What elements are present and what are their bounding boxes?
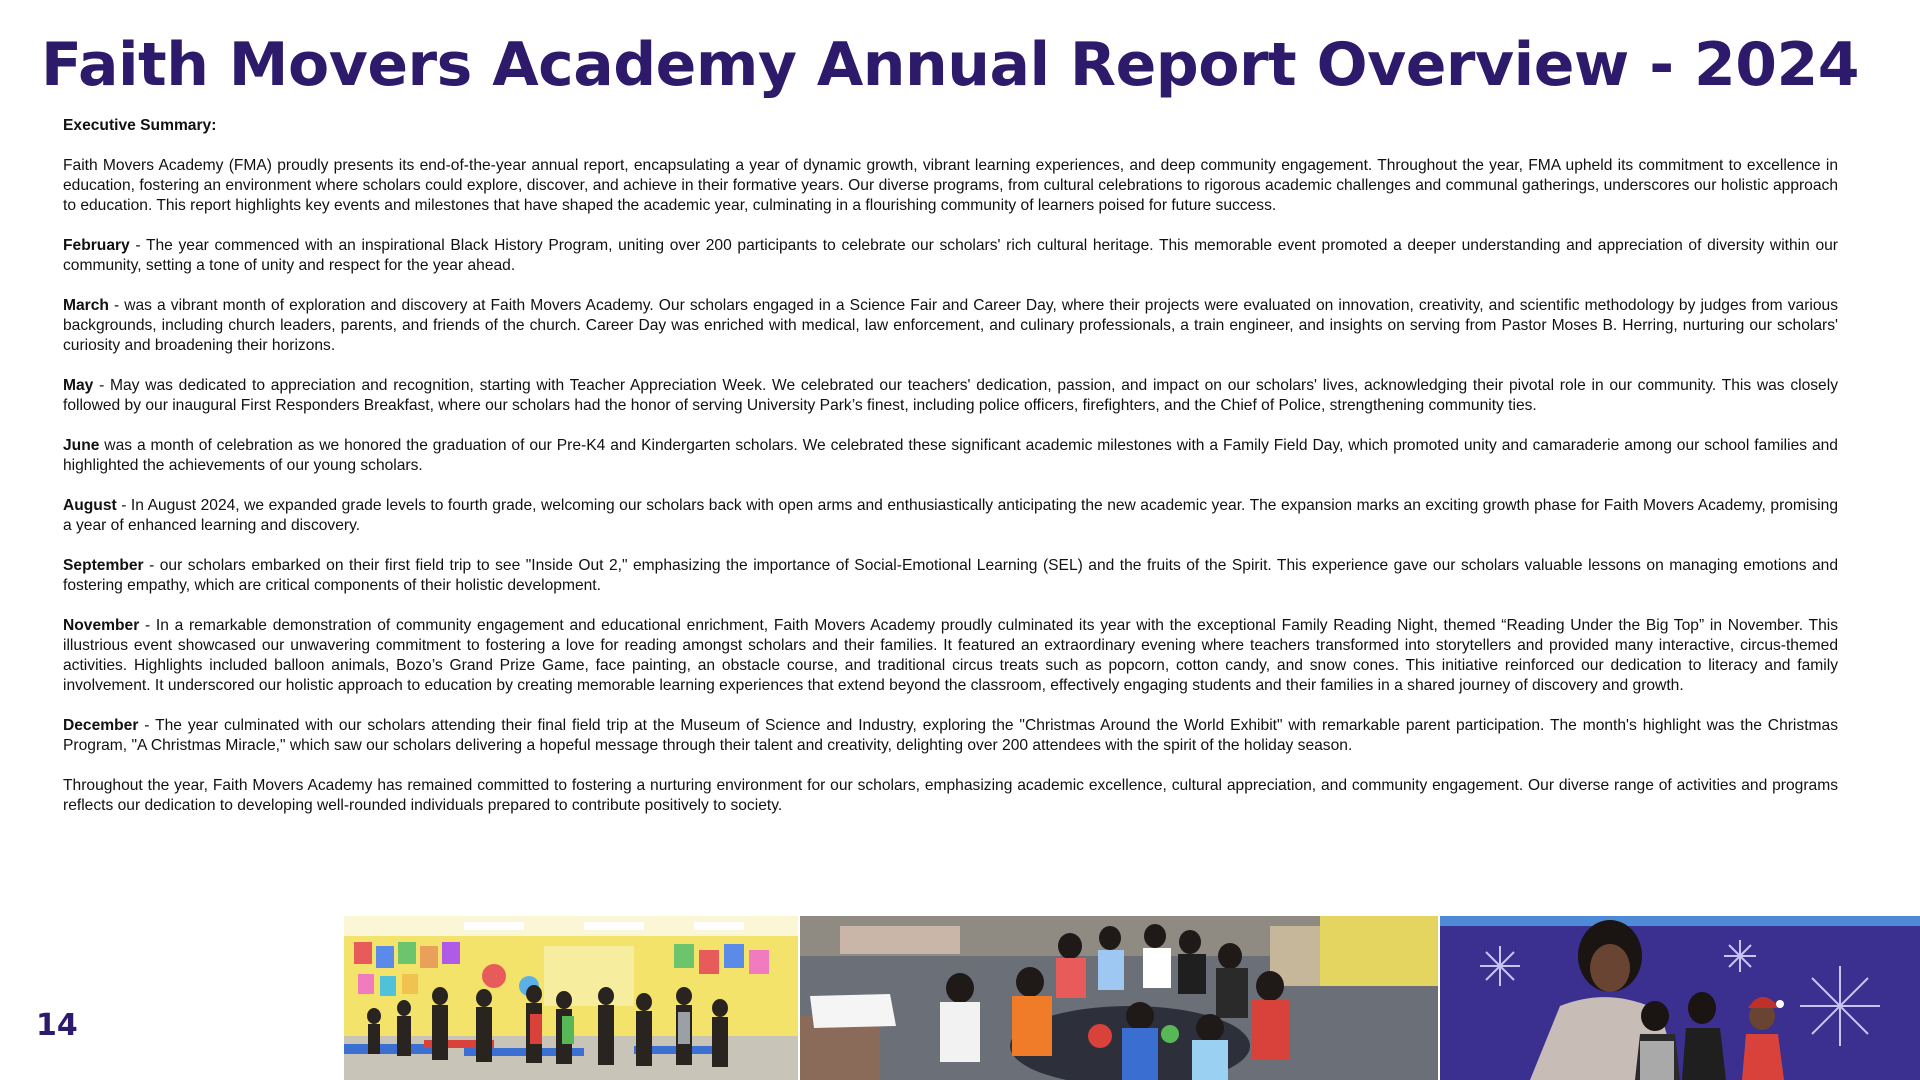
section-text: - was a vibrant month of exploration and discovery at Faith Movers Academy. Our scholars engaged in a Science Fair and Career Day, where their projects were evaluated on innovation, creativity, and scientific methodology by judges from various backgrounds, including church leaders, parents, and friends of the church. Career Day was enriched with medical, law enforcement, and culinary professionals, a train engineer, and insights on serving from Pastor Moses B. Herring, nurturing our scholars' curiosity and broadening their horizons. bbox=[63, 297, 1838, 354]
section-text: - The year commenced with an inspirational Black History Program, uniting over 200 participants to celebrate our scholars' rich cultural heritage. This memorable event promoted a deeper understanding and appreciation of diversity within our community, setting a tone of unity and respect for the year ahead. bbox=[63, 237, 1838, 274]
children-reading-photo-image bbox=[800, 916, 1438, 1080]
section-month-label: September bbox=[63, 557, 144, 574]
holiday-photo bbox=[1440, 916, 1920, 1080]
section-text: was a month of celebration as we honored the graduation of our Pre-K4 and Kindergarten scholars. We celebrated these significant academic milestones with a Family Field Day, which promoted unity and camaraderie among our school families and highlighted the achievements of our young scholars. bbox=[63, 437, 1838, 474]
section-november bbox=[63, 616, 1838, 696]
section-month-label: June bbox=[63, 437, 100, 454]
section-month-label: May bbox=[63, 377, 94, 394]
report-body bbox=[63, 116, 1838, 836]
section-february bbox=[63, 236, 1838, 276]
closing-paragraph: Throughout the year, Faith Movers Academy has remained committed to fostering a nurturing environment for our scholars, emphasizing academic excellence, cultural appreciation, and community engagement. Our diverse range of activities and programs reflects our dedication to developing well-rounded individuals prepared to contribute positively to society. bbox=[63, 777, 1838, 814]
section-may bbox=[63, 376, 1838, 416]
section-september bbox=[63, 556, 1838, 596]
executive-summary-heading: Executive Summary: bbox=[63, 117, 217, 134]
section-month-label: August bbox=[63, 497, 117, 514]
section-march bbox=[63, 296, 1838, 356]
section-text: - In a remarkable demonstration of community engagement and educational enrichment, Faith Movers Academy proudly culminated its year with the exceptional Family Reading Night, themed “Reading Under the Big Top” in November. This illustrious event showcased our unwavering commitment to fostering a love for reading amongst scholars and their families. It featured an extraordinary evening where teachers transformed into storytellers and provided many interactive, circus-themed activities. Highlights included balloon animals, Bozo’s Grand Prize Game, face painting, an obstacle course, and traditional circus treats such as popcorn, cotton candy, and snow cones. This initiative reinforced our dedication to literacy and family involvement. It underscored our holistic approach to education by creating memorable learning experiences that extend beyond the classroom, effectively engaging students and their families in a shared journey of discovery and growth. bbox=[63, 617, 1838, 694]
section-month-label: February bbox=[63, 237, 130, 254]
children-reading-photo bbox=[800, 916, 1438, 1080]
page-number: 14 bbox=[36, 1008, 78, 1043]
report-title: Faith Movers Academy Annual Report Overview - 2024 bbox=[40, 30, 1859, 100]
section-month-label: December bbox=[63, 717, 139, 734]
classroom-photo bbox=[344, 916, 798, 1080]
section-text: - In August 2024, we expanded grade levels to fourth grade, welcoming our scholars back with open arms and enthusiastically anticipating the new academic year. The expansion marks an exciting growth phase for Faith Movers Academy, promising a year of enhanced learning and discovery. bbox=[63, 497, 1838, 534]
section-june bbox=[63, 436, 1838, 476]
section-text: - our scholars embarked on their first field trip to see "Inside Out 2," emphasizing the importance of Social-Emotional Learning (SEL) and the fruits of the Spirit. This experience gave our scholars valuable lessons on managing emotions and fostering empathy, which are critical components of their holistic development. bbox=[63, 557, 1838, 594]
section-december bbox=[63, 716, 1838, 756]
section-text: - May was dedicated to appreciation and recognition, starting with Teacher Appreciation Week. We celebrated our teachers' dedication, passion, and impact on our scholars' lives, acknowledging their pivotal role in our community. This was closely followed by our inaugural First Responders Breakfast, where our scholars had the honor of serving University Park’s finest, including police officers, firefighters, and the Chief of Police, strengthening community ties. bbox=[63, 377, 1838, 414]
executive-summary-paragraph: Faith Movers Academy (FMA) proudly presents its end-of-the-year annual report, encapsulating a year of dynamic growth, vibrant learning experiences, and deep community engagement. Throughout the year, FMA upheld its commitment to excellence in education, fostering an environment where scholars could explore, discover, and achieve in their formative years. Our diverse programs, from cultural celebrations to rigorous academic challenges and communal gatherings, underscores our holistic approach to education. This report highlights key events and milestones that have shaped the academic year, culminating in a flourishing community of learners poised for future success. bbox=[63, 157, 1838, 214]
section-text: - The year culminated with our scholars attending their final field trip at the Museum of Science and Industry, exploring the "Christmas Around the World Exhibit" with remarkable parent participation. The month's highlight was the Christmas Program, "A Christmas Miracle," which saw our scholars delivering a hopeful message through their talent and creativity, delighting over 200 attendees with the spirit of the holiday season. bbox=[63, 717, 1838, 754]
section-month-label: March bbox=[63, 297, 109, 314]
classroom-photo-image bbox=[344, 916, 798, 1080]
holiday-photo-image bbox=[1440, 916, 1920, 1080]
section-august bbox=[63, 496, 1838, 536]
section-month-label: November bbox=[63, 617, 140, 634]
